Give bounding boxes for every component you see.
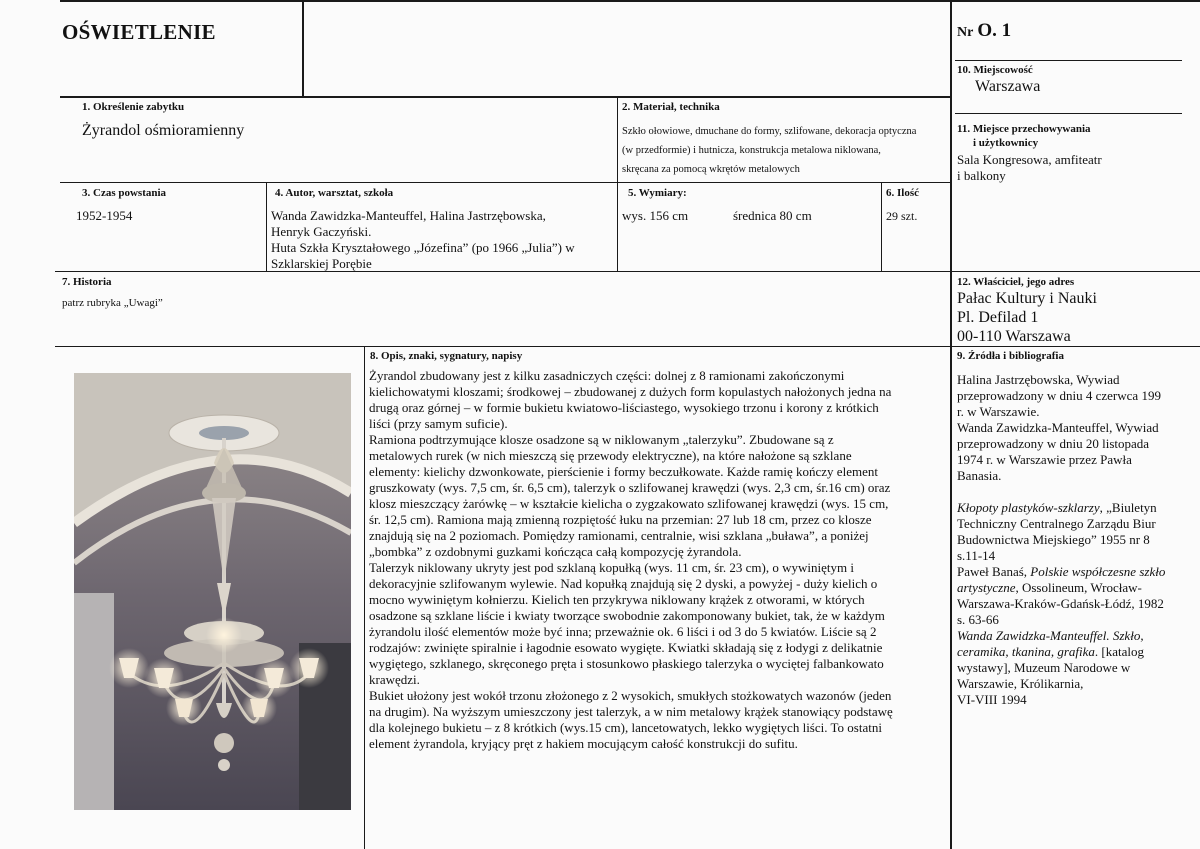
field12-line3: 00-110 Warszawa — [957, 328, 1071, 345]
description-line: metalowych rurek (w nich mieszczą się przewody elektryczne), na które nałożone są szklane — [369, 448, 852, 463]
record-number — [957, 20, 1011, 42]
row-line-4 — [55, 346, 1200, 347]
bibliography-title: Polskie współczesne szkło — [1030, 564, 1166, 579]
description-line: „bombka” z ozdobnymi guzkami kończąca całą kompozycję żyrandola. — [369, 544, 742, 559]
description-line: dla kolejnego bukietu – z 8 krótkich (wys.15 cm), lancetowatych, lekko wygiętych liści. To ostatni — [369, 720, 882, 735]
field9-label: 9. Źródła i bibliografia — [957, 350, 1064, 362]
divider-title — [302, 0, 304, 97]
divider-field6 — [881, 182, 882, 271]
bibliography-text: przeprowadzony w dniu 4 czerwca 199 — [957, 388, 1161, 403]
bibliography-line — [957, 500, 1183, 516]
description-line: gruszkowaty (wys. 7,5 cm, śr. 6,5 cm), talerzyk o szlifowanej krawędzi (wys. 2,3 cm, śr.16 cm) oraz — [369, 480, 891, 495]
row-line-3 — [55, 271, 1200, 272]
bibliography-title: ceramika, tkanina, grafika — [957, 644, 1095, 659]
bibliography-line — [957, 484, 1183, 500]
description-line: klosz mieszczący żarówkę – w kształcie kielicha o zygzakowato szlifowanej krawędzi (wys. 15 cm, — [369, 496, 889, 511]
bibliography-line — [957, 676, 1183, 692]
bibliography-line — [957, 436, 1183, 452]
bibliography-text: s.11-14 — [957, 548, 996, 563]
row-line-1 — [60, 96, 950, 98]
description-line: dekoracyjnie szlifowanym wylewie. Nad kopułką znajdują się 2 dyski, a powyżej - duży kielich o — [369, 576, 878, 591]
description-line: Ramiona podtrzymujące klosze osadzone są w niklowanym „talerzyku”. Zbudowane są z — [369, 432, 834, 447]
field5-height: wys. 156 cm — [622, 208, 689, 223]
field4-line: Huta Szkła Kryształowego „Józefina” (po 1966 „Julia”) w — [271, 240, 575, 255]
description-line: Bukiet ułożony jest wokół trzonu złożonego z 2 wysokich, smukłych stożkowatych wazonów (jeden — [369, 688, 892, 703]
field10-bottom — [955, 113, 1182, 114]
bibliography-title: artystyczne — [957, 580, 1016, 595]
field6-value: 29 szt. — [886, 209, 918, 223]
bibliography-title: Kłopoty plastyków-szklarzy — [957, 500, 1100, 515]
field10-label: 10. Miejscowość — [957, 64, 1033, 76]
top-border — [60, 0, 1200, 2]
field5-diameter: średnica 80 cm — [733, 208, 812, 223]
bibliography-line — [957, 692, 1183, 708]
field2-line: (w przedformie) i hutnicza, konstrukcja metalowa niklowana, — [622, 145, 881, 156]
bibliography-line — [957, 580, 1183, 596]
field8-label: 8. Opis, znaki, sygnatury, napisy — [370, 350, 523, 362]
field12-label: 12. Właściciel, jego adres — [957, 276, 1075, 288]
field10-value: Warszawa — [975, 78, 1041, 95]
field11-value-2: i balkony — [957, 168, 1006, 183]
bibliography-line — [957, 372, 1183, 388]
row-line-2 — [60, 182, 950, 183]
bibliography-line — [957, 516, 1183, 532]
bibliography-text: , „Biuletyn — [1099, 500, 1157, 515]
bibliography-line — [957, 452, 1183, 468]
field7-value: patrz rubryka „Uwagi” — [62, 297, 163, 309]
chandelier-photo — [74, 373, 351, 810]
description-line: śr. 12,5 cm). Ramiona mają zmienną rozpiętość łuku na przemian: 27 lub 18 cm, przez co klosze — [369, 512, 872, 527]
field4-line: Szklarskiej Porębie — [271, 256, 372, 271]
description-line: element żyrandola, kryjący pręt z hakiem mocującym całość konstrukcji do sufitu. — [369, 736, 798, 751]
description-line: osadzone są szklane liście i kwiaty tworzące swobodnie zakomponowany bukiet, tak, że w każdym — [369, 608, 885, 623]
bibliography-text: Wanda Zawidzka-Manteuffel, Wywiad — [957, 420, 1159, 435]
field9-body — [957, 372, 1183, 708]
field7-label: 7. Historia — [62, 276, 112, 288]
divider-field4 — [266, 182, 267, 271]
description-line: znajdują się na 2 poziomach. Pomiędzy ramionami, centralnie, wisi szklana „buława”, a poniżej — [369, 528, 869, 543]
bibliography-line — [957, 420, 1183, 436]
field6-label: 6. Ilość — [886, 187, 919, 199]
description-line: mocno wywiniętym kołnierzu. Kielich ten przykrywa niklowany krążek z otworami, w których — [369, 592, 865, 607]
bibliography-text: Warszawa-Kraków-Gdańsk-Łódź, 1982 — [957, 596, 1164, 611]
bibliography-line — [957, 596, 1183, 612]
record-number-value: O. 1 — [977, 20, 1012, 41]
bibliography-text: , Ossolineum, Wrocław- — [1015, 580, 1142, 595]
bibliography-title: Wanda Zawidzka-Manteuffel. Szkło, — [957, 628, 1144, 643]
field2-label: 2. Materiał, technika — [622, 101, 720, 113]
bibliography-line — [957, 532, 1183, 548]
field3-label: 3. Czas powstania — [82, 187, 167, 199]
description-line: wygiętego, szklanego, skręconego pręta i stosunkowo płaskiego talerzyka o wyciętej falbankowato — [369, 656, 884, 671]
bibliography-text: przeprowadzony w dniu 20 listopada — [957, 436, 1150, 451]
description-line: na drugim). Na wyższym umieszczony jest talerzyk, a w nim metalowy krążek stanowiący podstawę — [369, 704, 893, 719]
field4-line: Henryk Gaczyński. — [271, 224, 372, 239]
bibliography-line — [957, 404, 1183, 420]
bibliography-line — [957, 468, 1183, 484]
field12-line1: Pałac Kultury i Nauki — [957, 290, 1097, 307]
field2-line: Szkło ołowiowe, dmuchane do formy, szlifowane, dekoracja optyczna — [622, 126, 917, 137]
bibliography-text: r. w Warszawie. — [957, 404, 1040, 419]
divider-field2 — [617, 97, 618, 271]
field5-label: 5. Wymiary: — [628, 187, 687, 199]
bibliography-line — [957, 612, 1183, 628]
field12-line2: Pl. Defilad 1 — [957, 309, 1039, 326]
bibliography-line — [957, 628, 1183, 644]
description-line: Talerzyk niklowany ukryty jest pod szklaną kopułką (wys. 11 cm, śr. 23 cm), o wywiniętym i — [369, 560, 854, 575]
field8-body — [369, 368, 947, 752]
description-line: kielichowatymi kloszami; środkowej – zbudowanej z dużych form kopulastych nałożonych jedna na — [369, 384, 892, 399]
description-line: liści (przy samym suficie). — [369, 416, 508, 431]
bibliography-text: Banasia. — [957, 468, 1002, 483]
bibliography-text: Budownictwa Miejskiego” 1955 nr 8 — [957, 532, 1150, 547]
bibliography-line — [957, 564, 1183, 580]
description-line: krawędzi. — [369, 672, 420, 687]
description-line: żyrandolu ilość elementów może być inna; przeważnie ok. 6 liści i od 3 do 5 kwiatów. Liście są 2 — [369, 624, 877, 639]
description-line: Żyrandol zbudowany jest z kilku zasadniczych części: dolnej z 8 ramionami zakończonymi — [369, 368, 845, 383]
bibliography-line — [957, 660, 1183, 676]
field3-value: 1952-1954 — [76, 208, 133, 223]
bibliography-line — [957, 388, 1183, 404]
page-title: OŚWIETLENIE — [62, 20, 216, 44]
field10-underline — [955, 60, 1182, 61]
divider-right-column — [950, 0, 952, 849]
bibliography-text: 1974 r. w Warszawie przez Pawła — [957, 452, 1132, 467]
field1-label: 1. Określenie zabytku — [82, 101, 185, 113]
divider-field8 — [364, 346, 365, 849]
field1-value: Żyrandol ośmioramienny — [82, 122, 245, 139]
bibliography-text: Halina Jastrzębowska, Wywiad — [957, 372, 1120, 387]
bibliography-text: VI-VIII 1994 — [957, 692, 1027, 707]
bibliography-line — [957, 548, 1183, 564]
record-number-prefix: Nr — [957, 25, 974, 40]
bibliography-text: s. 63-66 — [957, 612, 999, 627]
field11-value: Sala Kongresowa, amfiteatr — [957, 152, 1102, 167]
bibliography-text: Warszawie, Królikarnia, — [957, 676, 1084, 691]
field4-line: Wanda Zawidzka-Manteuffel, Halina Jastrzębowska, — [271, 208, 546, 223]
bibliography-text: Paweł Banaś, — [957, 564, 1031, 579]
field11-label: 11. Miejsce przechowywania — [957, 123, 1091, 135]
bibliography-text: Techniczny Centralnego Zarządu Biur — [957, 516, 1156, 531]
description-line: drugą oraz górnej – w formie bukietu kwiatowo-liściastego, wysokiego trzonu i korony z krótkich — [369, 400, 879, 415]
field4-label: 4. Autor, warsztat, szkoła — [275, 187, 394, 199]
description-line: rodzajów: zwinięte spiralnie i łagodnie esowato wygięte. Kwiatki składają się z łodygi z delikatnie — [369, 640, 883, 655]
bibliography-text: wystawy], Muzeum Narodowe w — [957, 660, 1131, 675]
field2-line: skręcana za pomocą wkrętów metalowych — [622, 164, 800, 175]
bibliography-line — [957, 644, 1183, 660]
description-line: elementy: kielichy dzwonkowate, pierścienie i formy beczułkowate. Każde ramię kończy element — [369, 464, 878, 479]
bibliography-text: . [katalog — [1094, 644, 1145, 659]
field11-label-2: i użytkownicy — [973, 137, 1039, 149]
